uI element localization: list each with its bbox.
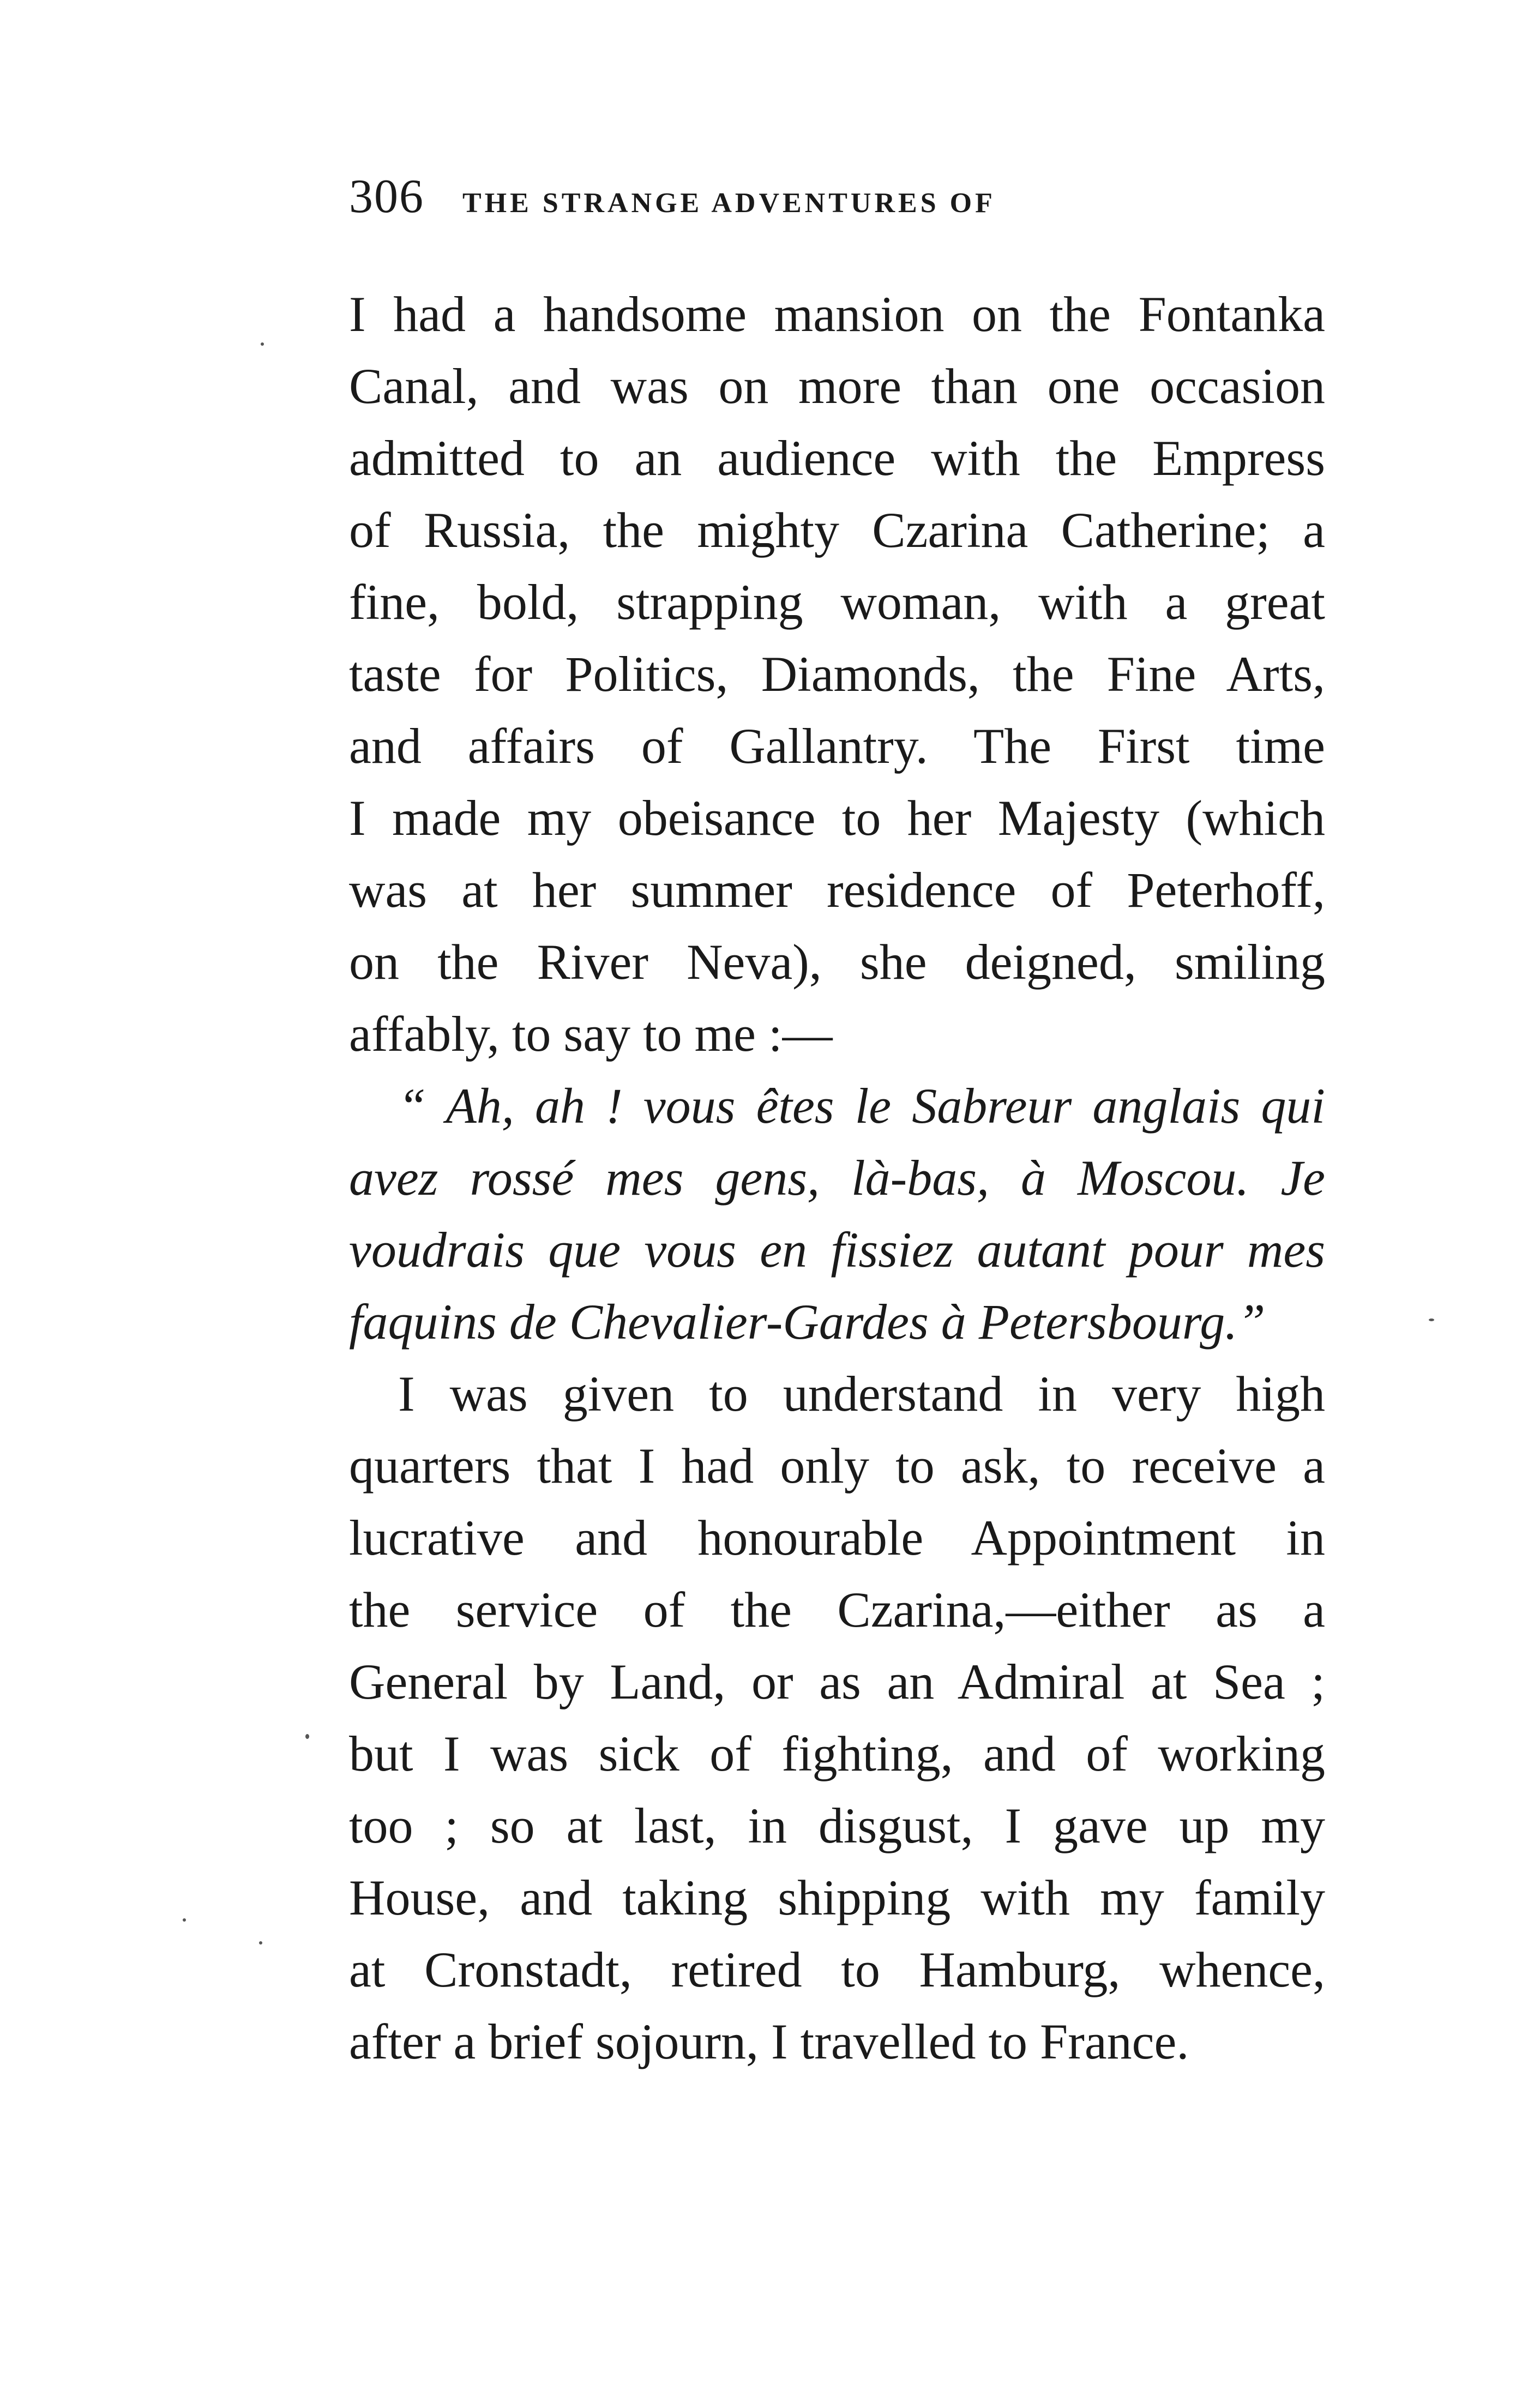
text-line: admitted to an audience with the Empress <box>349 430 1325 486</box>
text-line: at Cronstadt, retired to Hamburg, whence, <box>349 1942 1325 1997</box>
quote-line: avez rossé mes gens, là-bas, à Moscou. Je <box>349 1150 1325 1206</box>
text-line: quarters that I had only to ask, to receive a <box>349 1438 1325 1494</box>
text-line: I was given to understand in very high <box>398 1366 1325 1422</box>
scan-speck <box>261 342 264 346</box>
text-line: General by Land, or as an Admiral at Sea ; <box>349 1654 1325 1709</box>
text-line: and affairs of Gallantry. The First time <box>349 718 1325 774</box>
text-line: but I was sick of fighting, and of working <box>349 1726 1325 1781</box>
running-title: THE STRANGE ADVENTURES OF <box>462 188 996 219</box>
text-line: the service of the Czarina,—either as a <box>349 1582 1325 1638</box>
page-number: 306 <box>349 170 424 223</box>
text-line: after a brief sojourn, I travelled to France. <box>349 2014 1189 2069</box>
text-line: I had a handsome mansion on the Fontanka <box>349 286 1325 342</box>
quote-line: faquins de Chevalier-Gardes à Petersbourg.” <box>349 1294 1266 1350</box>
text-line: Canal, and was on more than one occasion <box>349 358 1325 414</box>
running-head <box>349 169 1331 229</box>
text-line: on the River Neva), she deigned, smiling <box>349 934 1325 990</box>
text-line: taste for Politics, Diamonds, the Fine Arts, <box>349 646 1325 702</box>
text-line: of Russia, the mighty Czarina Catherine; a <box>349 502 1325 558</box>
text-line: too ; so at last, in disgust, I gave up my <box>349 1798 1325 1853</box>
text-line: House, and taking shipping with my family <box>349 1870 1325 1925</box>
text-line: was at her summer residence of Peterhoff, <box>349 862 1325 918</box>
scan-speck <box>183 1918 186 1922</box>
scan-speck <box>305 1734 309 1739</box>
text-line: lucrative and honourable Appointment in <box>349 1510 1325 1566</box>
scan-speck <box>259 1941 262 1944</box>
quote-line: “ Ah, ah ! vous êtes le Sabreur anglais qui <box>398 1078 1325 1134</box>
scan-speck <box>1429 1319 1434 1321</box>
text-line: fine, bold, strapping woman, with a great <box>349 574 1325 630</box>
text-line: I made my obeisance to her Majesty (which <box>349 790 1325 846</box>
quote-line: voudrais que vous en fissiez autant pour mes <box>349 1222 1325 1278</box>
body-text <box>349 278 1325 2078</box>
text-line: affably, to say to me :— <box>349 1006 833 1062</box>
